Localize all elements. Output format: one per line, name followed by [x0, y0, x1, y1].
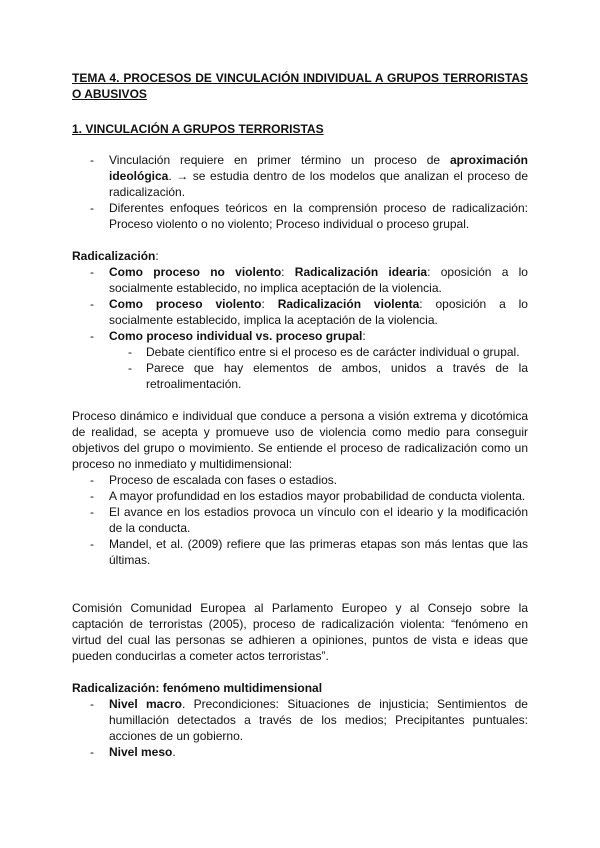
- list-item: [72, 152, 528, 200]
- sub-list-item: - Debate científico entre si el proceso es de carácter individual o grupal.: [72, 344, 528, 360]
- text-span: :: [155, 249, 159, 263]
- multidimensional-list: [72, 696, 528, 760]
- sub-list-item: - Parece que hay elementos de ambos, unidos a través de la retroalimentación.: [72, 360, 528, 392]
- radicalizacion-label: Radicalización: [72, 249, 156, 263]
- list-item: [72, 200, 528, 232]
- comision-block: [72, 600, 528, 664]
- text-span: :: [281, 265, 295, 279]
- text-span: :: [261, 297, 278, 311]
- list-item: [72, 264, 528, 296]
- intro-list-block: [72, 152, 528, 232]
- list-item: [72, 696, 528, 744]
- list-item: - A mayor profundidad en los estadios mayor probabilidad de conducta violenta.: [72, 488, 528, 504]
- list-item: [72, 744, 528, 760]
- list-item: [72, 328, 528, 392]
- bold-term: Radicalización idearia: [294, 265, 428, 279]
- bold-term: Como proceso no violento: [109, 265, 282, 279]
- bold-term: Radicalización violenta: [277, 297, 420, 311]
- multidimensional-label: Radicalización: fenómeno multidimensional: [72, 681, 323, 695]
- list-item: [72, 296, 528, 328]
- bold-term: Como proceso individual vs. proceso grupal: [109, 329, 363, 343]
- text-span: : oposición a lo socialmente establecido, implica la aceptación de la violencia.: [109, 297, 528, 327]
- bold-term: Nivel macro: [109, 697, 182, 711]
- text-span: . Precondiciones: Situaciones de injusticia; Sentimientos de humillación detectados a través de los medios; Precipitantes puntuales: acciones de un gobierno.: [109, 697, 528, 743]
- text-span: .: [172, 745, 176, 759]
- radicalizacion-list: [72, 264, 528, 392]
- bold-term: aproximación ideológica: [109, 153, 528, 183]
- radicalizacion-label-line: [72, 248, 528, 264]
- comision-paragraph: Comisión Comunidad Europea al Parlamento Europeo y al Consejo sobre la captación de terroristas (2005), proceso de radicalización violenta: “fenómeno en virtud del cual las personas se adhieren a opiniones, puntos de vista e ideas que pueden conducirlas a cometer actos terroristas”.: [72, 601, 528, 663]
- text-span: Diferentes enfoques teóricos en la comprensión proceso de radicalización: Proceso violento o no violento; Proceso individual o proceso grupal.: [109, 201, 528, 231]
- intro-list: [72, 152, 528, 232]
- text-span: :: [362, 329, 366, 343]
- proceso-block: [72, 408, 528, 568]
- proceso-paragraph: Proceso dinámico e individual que conduce a persona a visión extrema y dicotómica de realidad, se acepta y promueve uso de violencia como medio para conseguir objetivos del grupo o movimiento. Se entiende el proceso de radicalización como un proceso no inmediato y multidimensional:: [72, 409, 528, 471]
- multidimensional-block: [72, 680, 528, 760]
- page-title: TEMA 4. PROCESOS DE VINCULACIÓN INDIVIDUAL A GRUPOS TERRORISTAS O ABUSIVOS: [72, 71, 528, 101]
- bold-term: Como proceso violento: [109, 297, 262, 311]
- text-span: Vinculación requiere en primer término un proceso de: [109, 153, 450, 167]
- text-span: : oposición a lo socialmente establecido, no implica aceptación de la violencia.: [109, 265, 528, 295]
- proceso-list: [72, 472, 528, 568]
- list-item: - Mandel, et al. (2009) refiere que las primeras etapas son más lentas que las últimas.: [72, 536, 528, 568]
- sub-list: [72, 344, 528, 392]
- text-span: . → se estudia dentro de los modelos que analizan el proceso de radicalización.: [109, 169, 528, 199]
- bold-term: Nivel meso: [109, 745, 173, 759]
- section-heading: 1. VINCULACIÓN A GRUPOS TERRORISTAS: [72, 122, 324, 136]
- radicalizacion-block: [72, 248, 528, 392]
- list-item: - El avance en los estadios provoca un vínculo con el ideario y la modificación de la conducta.: [72, 504, 528, 536]
- list-item: - Proceso de escalada con fases o estadios.: [72, 472, 528, 488]
